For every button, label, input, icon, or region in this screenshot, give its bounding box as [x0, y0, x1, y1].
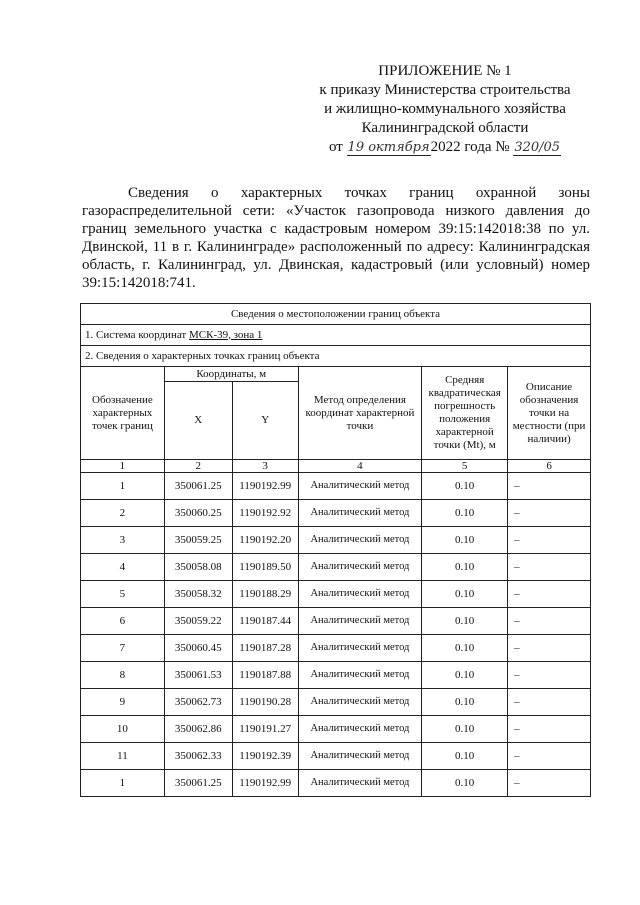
cell-description: –	[508, 608, 591, 635]
table-row	[81, 608, 591, 635]
cell-method: Аналитический метод	[298, 581, 422, 608]
table-row	[81, 743, 591, 770]
cell-error: 0.10	[422, 473, 508, 500]
order-line-2: и жилищно-коммунального хозяйства	[324, 101, 566, 117]
cell-y: 1190190.28	[232, 689, 298, 716]
cell-description: –	[508, 581, 591, 608]
cell-method: Аналитический метод	[298, 527, 422, 554]
cell-description: –	[508, 635, 591, 662]
table-row	[81, 473, 591, 500]
cell-description: –	[508, 689, 591, 716]
header-coordinates: Координаты, м	[164, 367, 298, 382]
cell-error: 0.10	[422, 527, 508, 554]
cell-description: –	[508, 662, 591, 689]
cell-description: –	[508, 500, 591, 527]
cell-error: 0.10	[422, 635, 508, 662]
table-row	[81, 662, 591, 689]
cell-method: Аналитический метод	[298, 500, 422, 527]
table-row	[81, 500, 591, 527]
cell-y: 1190192.92	[232, 500, 298, 527]
intro-paragraph: Сведения о характерных точках границ охранной зоны газораспределительной сети: «Участок газопровода низкого давления до границ земельного участка с кадастровым номером 39:15:142018:38 по ул. Двинской, 11 в г. Калининграде» расположенный по адресу: Калининградская область, г. Калининград, ул. Двинская, кадастровый (или условный) номер 39:15:142018:741.	[82, 185, 590, 291]
cell-point: 6	[81, 608, 165, 635]
header-point: Обозначение характерных точек границ	[81, 367, 165, 460]
cell-error: 0.10	[422, 743, 508, 770]
cell-y: 1190187.88	[232, 662, 298, 689]
column-number: 6	[508, 460, 591, 473]
coordinate-system-row	[81, 325, 591, 346]
column-number: 2	[164, 460, 232, 473]
order-line-3: Калининградской области	[361, 120, 529, 136]
cell-method: Аналитический метод	[298, 662, 422, 689]
cell-y: 1190191.27	[232, 716, 298, 743]
cell-error: 0.10	[422, 689, 508, 716]
cell-y: 1190192.99	[232, 770, 298, 797]
column-number: 4	[298, 460, 422, 473]
cell-error: 0.10	[422, 716, 508, 743]
cell-y: 1190187.44	[232, 608, 298, 635]
column-number: 3	[232, 460, 298, 473]
table-row	[81, 635, 591, 662]
cell-description: –	[508, 716, 591, 743]
cell-point: 4	[81, 554, 165, 581]
handwritten-order-number: 320/05	[514, 140, 561, 155]
coordinate-system-value: МСК-39, зона 1	[188, 328, 263, 341]
cell-method: Аналитический метод	[298, 743, 422, 770]
appendix-header	[300, 62, 590, 157]
cell-description: –	[508, 743, 591, 770]
points-section-title: 2. Сведения о характерных точках границ объекта	[81, 346, 591, 367]
boundary-points-table	[80, 303, 591, 797]
cell-error: 0.10	[422, 500, 508, 527]
cell-point: 5	[81, 581, 165, 608]
cell-error: 0.10	[422, 581, 508, 608]
column-number: 1	[81, 460, 165, 473]
cell-x: 350062.86	[164, 716, 232, 743]
cell-point: 3	[81, 527, 165, 554]
cell-description: –	[508, 554, 591, 581]
header-error: Средняя квадратическая погрешность положения характерной точки (Mt), м	[422, 367, 508, 460]
cell-x: 350058.08	[164, 554, 232, 581]
cell-x: 350059.25	[164, 527, 232, 554]
cell-error: 0.10	[422, 554, 508, 581]
table-title: Сведения о местоположении границ объекта	[81, 304, 591, 325]
cell-x: 350060.25	[164, 500, 232, 527]
header-description: Описание обозначения точки на местности (при наличии)	[508, 367, 591, 460]
appendix-title: ПРИЛОЖЕНИЕ № 1	[378, 63, 512, 79]
cell-error: 0.10	[422, 662, 508, 689]
cell-description: –	[508, 473, 591, 500]
cell-point: 8	[81, 662, 165, 689]
cell-y: 1190192.99	[232, 473, 298, 500]
order-line-1: к приказу Министерства строительства	[319, 82, 571, 98]
column-number: 5	[422, 460, 508, 473]
header-x: X	[164, 382, 232, 460]
cell-y: 1190189.50	[232, 554, 298, 581]
cell-x: 350060.45	[164, 635, 232, 662]
cell-point: 1	[81, 473, 165, 500]
cell-method: Аналитический метод	[298, 608, 422, 635]
cell-point: 1	[81, 770, 165, 797]
cell-error: 0.10	[422, 608, 508, 635]
cell-x: 350061.53	[164, 662, 232, 689]
order-date-line	[300, 138, 590, 157]
table-row	[81, 770, 591, 797]
header-y: Y	[232, 382, 298, 460]
cell-x: 350058.32	[164, 581, 232, 608]
cell-method: Аналитический метод	[298, 635, 422, 662]
handwritten-date: 19 октября	[347, 140, 430, 155]
table-row	[81, 554, 591, 581]
cell-y: 1190192.39	[232, 743, 298, 770]
cell-point: 10	[81, 716, 165, 743]
cell-point: 11	[81, 743, 165, 770]
table-row	[81, 716, 591, 743]
cell-y: 1190188.29	[232, 581, 298, 608]
cell-y: 1190192.20	[232, 527, 298, 554]
cell-method: Аналитический метод	[298, 716, 422, 743]
cell-point: 7	[81, 635, 165, 662]
cell-description: –	[508, 527, 591, 554]
cell-method: Аналитический метод	[298, 473, 422, 500]
table-row	[81, 689, 591, 716]
table-row	[81, 527, 591, 554]
cell-x: 350061.25	[164, 770, 232, 797]
cell-description: –	[508, 770, 591, 797]
table-row	[81, 581, 591, 608]
date-year: 2022 года №	[430, 139, 510, 155]
header-method: Метод определения координат характерной точки	[298, 367, 422, 460]
cell-x: 350062.73	[164, 689, 232, 716]
coordinate-system-label: 1. Система координат	[85, 328, 189, 341]
cell-x: 350062.33	[164, 743, 232, 770]
cell-error: 0.10	[422, 770, 508, 797]
cell-method: Аналитический метод	[298, 554, 422, 581]
cell-point: 2	[81, 500, 165, 527]
cell-y: 1190187.28	[232, 635, 298, 662]
cell-method: Аналитический метод	[298, 770, 422, 797]
cell-point: 9	[81, 689, 165, 716]
cell-x: 350059.22	[164, 608, 232, 635]
date-prefix: от	[328, 139, 343, 155]
cell-x: 350061.25	[164, 473, 232, 500]
cell-method: Аналитический метод	[298, 689, 422, 716]
